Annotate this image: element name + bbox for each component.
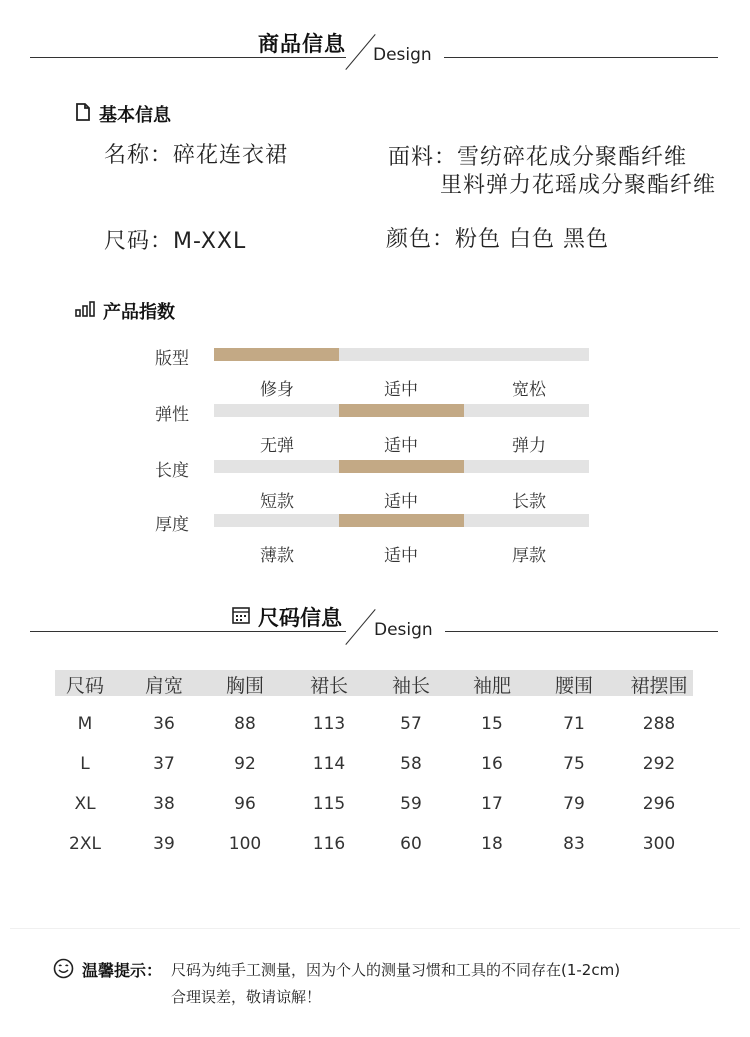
size-table-cell: 16 (481, 754, 503, 774)
size-table-header: 裙摆围 (630, 675, 688, 697)
size-table-cell: 300 (642, 834, 676, 854)
size-table-cell: 36 (153, 714, 175, 734)
tip-line-1: 尺码为纯手工测量，因为个人的测量习惯和工具的不同存在(1-2cm) (171, 961, 621, 979)
size-section-divider-right (445, 631, 718, 632)
size-range: 尺码：M-XXL (104, 229, 247, 254)
size-table-header: 尺码 (65, 675, 104, 697)
index-option: 厚款 (512, 546, 546, 566)
design-label: Design (373, 45, 432, 65)
size-table-cell: 288 (642, 714, 676, 734)
size-info-title-wrap (232, 602, 342, 632)
size-table-cell: 57 (400, 714, 422, 734)
size-table-cell: 17 (481, 794, 503, 814)
size-table-cell: 59 (400, 794, 422, 814)
index-selected-segment (339, 404, 464, 417)
basic-info-heading (75, 101, 171, 127)
index-heading (75, 298, 175, 324)
index-label: 长度 (155, 461, 189, 481)
tip-title: 温馨提示： (82, 961, 163, 980)
size-info-title: 尺码信息 (258, 606, 342, 630)
color-options: 颜色：粉色 白色 黑色 (386, 227, 609, 252)
index-option: 长款 (512, 492, 546, 512)
index-selected-segment (214, 348, 339, 361)
index-track (214, 460, 589, 473)
size-table-header: 胸围 (225, 675, 264, 697)
index-option: 适中 (384, 380, 418, 400)
size-table-cell: 58 (400, 754, 422, 774)
size-table-cell: M (77, 714, 93, 734)
size-table-cell: 15 (481, 714, 503, 734)
calendar-icon (232, 605, 250, 629)
size-table-cell: 37 (153, 754, 175, 774)
slash-divider (345, 34, 375, 70)
product-info-title: 商品信息 (258, 32, 346, 56)
index-label: 版型 (155, 349, 189, 369)
size-table-cell: 114 (312, 754, 346, 774)
index-selected-segment (339, 514, 464, 527)
size-table-cell: 92 (234, 754, 256, 774)
size-table-cell: 79 (563, 794, 585, 814)
bar-chart-icon (75, 301, 95, 322)
size-table-cell: 100 (228, 834, 262, 854)
index-option: 弹力 (512, 436, 546, 456)
basic-info-label: 基本信息 (99, 105, 171, 126)
size-table-cell: 116 (312, 834, 346, 854)
size-table-header: 肩宽 (144, 675, 183, 697)
size-table-cell: 18 (481, 834, 503, 854)
size-table-cell: 38 (153, 794, 175, 814)
index-track (214, 348, 589, 361)
product-name: 名称：碎花连衣裙 (104, 143, 289, 168)
index-heading-label: 产品指数 (103, 302, 175, 323)
index-option: 适中 (384, 492, 418, 512)
size-table-cell: 39 (153, 834, 175, 854)
index-label: 厚度 (155, 515, 189, 535)
size-table-header: 裙长 (309, 675, 348, 697)
size-table-cell: L (80, 754, 90, 774)
index-option: 薄款 (260, 546, 294, 566)
tip-line-2: 合理误差，敬请谅解！ (171, 988, 322, 1006)
size-table-header: 袖长 (391, 675, 430, 697)
size-table-cell: 113 (312, 714, 346, 734)
document-icon (75, 103, 91, 126)
size-table-header: 袖肥 (472, 675, 511, 697)
index-option: 短款 (260, 492, 294, 512)
size-table-cell: 71 (563, 714, 585, 734)
index-track (214, 514, 589, 527)
index-track (214, 404, 589, 417)
index-option: 修身 (260, 380, 294, 400)
fabric-line-2: 里料弹力花瑶成分聚酯纤维 (440, 173, 717, 198)
size-table-cell: 75 (563, 754, 585, 774)
fabric-line-1: 面料：雪纺碎花成分聚酯纤维 (388, 145, 688, 170)
size-slash-divider (345, 609, 375, 645)
size-table-cell: 2XL (69, 834, 101, 854)
size-table-cell: 115 (312, 794, 346, 814)
size-table-cell: 88 (234, 714, 256, 734)
size-table-cell: XL (74, 794, 96, 814)
index-selected-segment (339, 460, 464, 473)
size-table-cell: 83 (563, 834, 585, 854)
size-table-cell: 60 (400, 834, 422, 854)
index-option: 适中 (384, 546, 418, 566)
index-label: 弹性 (155, 405, 189, 425)
index-option: 无弹 (260, 436, 294, 456)
index-option: 适中 (384, 436, 418, 456)
size-design-label: Design (374, 620, 433, 640)
size-table-header: 腰围 (554, 675, 593, 697)
size-table-cell: 292 (642, 754, 676, 774)
smile-icon (53, 958, 74, 983)
size-table-cell: 96 (234, 794, 256, 814)
section-divider-right (444, 57, 718, 58)
size-table-cell: 296 (642, 794, 676, 814)
index-option: 宽松 (512, 380, 546, 400)
